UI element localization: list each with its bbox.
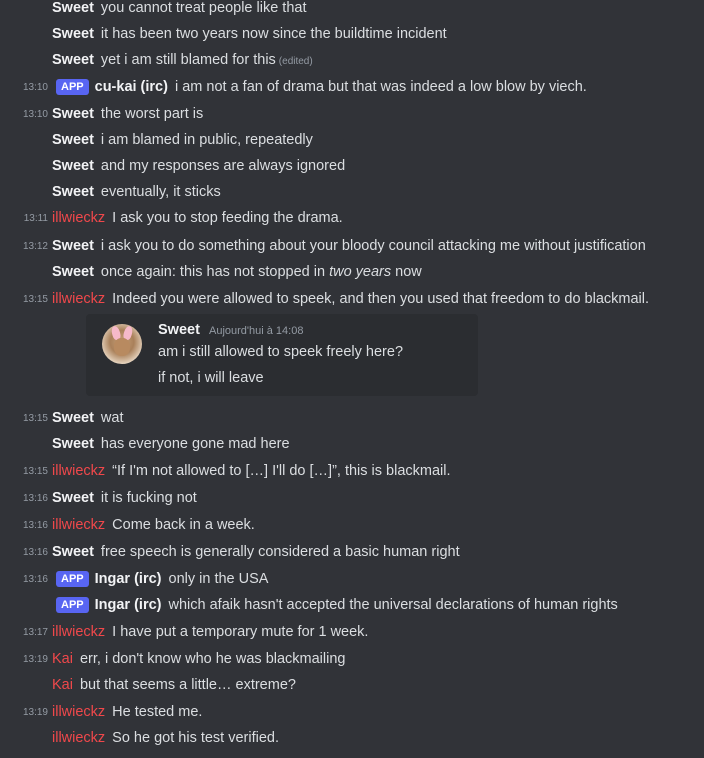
message-timestamp[interactable]: 13:15 [22,294,48,305]
message-author[interactable]: illwieckz [52,704,106,720]
message-author[interactable]: illwieckz [52,291,106,307]
message-author[interactable]: Sweet [52,264,94,280]
message-author[interactable]: illwieckz [52,517,106,533]
message-author[interactable]: Kai [52,651,73,667]
message-row[interactable] [0,407,704,429]
message-row[interactable] [0,594,704,616]
message-author[interactable]: Sweet [52,26,94,42]
message-text: err, i don't know who he was blackmailing [79,651,346,667]
message-author[interactable]: Kai [52,677,73,693]
message-text: you cannot treat people like that [100,0,307,16]
message-row[interactable] [0,568,704,590]
message-text: i ask you to do something about your bloody council attacking me without justification [100,238,646,254]
message-text: yet i am still blamed for this [100,52,276,68]
message-row[interactable] [0,207,704,229]
embed-timestamp: Aujourd'hui à 14:08 [209,325,304,337]
message-row[interactable] [0,0,704,19]
message-author[interactable]: Sweet [52,238,94,254]
message-text: it is fucking not [100,490,197,506]
quoted-message-embed[interactable] [86,314,478,396]
message-author[interactable]: Ingar (irc) [94,597,162,613]
message-text: “If I'm not allowed to […] I'll do […]”, this is blackmail. [112,463,451,479]
message-timestamp[interactable]: 13:10 [22,82,48,93]
message-row[interactable] [0,129,704,151]
message-timestamp[interactable]: 13:12 [22,241,48,252]
message-row[interactable] [0,103,704,125]
message-row[interactable] [0,181,704,203]
message-timestamp[interactable]: 13:16 [22,547,48,558]
message-timestamp[interactable]: 13:19 [22,654,48,665]
message-author[interactable]: Sweet [52,132,94,148]
edited-tag: (edited) [278,56,313,67]
message-author[interactable]: Sweet [52,544,94,560]
message-text: I have put a temporary mute for 1 week. [112,624,369,640]
message-timestamp[interactable]: 13:17 [22,627,48,638]
message-row[interactable] [0,49,704,71]
message-timestamp[interactable]: 13:16 [22,520,48,531]
message-author[interactable]: cu-kai (irc) [94,79,168,95]
message-author[interactable]: illwieckz [52,463,106,479]
message-row[interactable] [0,76,704,98]
message-timestamp[interactable]: 13:16 [22,493,48,504]
message-text: Indeed you were allowed to speek, and then you used that freedom to do blackmail. [112,291,650,307]
message-row[interactable] [0,674,704,696]
message-row[interactable] [0,23,704,45]
message-row[interactable] [0,261,704,283]
message-text: He tested me. [112,704,203,720]
message-row[interactable] [0,648,704,670]
message-row[interactable] [0,727,704,749]
message-text: and my responses are always ignored [100,158,346,174]
message-author[interactable]: Sweet [52,410,94,426]
message-text: but that seems a little… extreme? [79,677,296,693]
message-row[interactable] [0,433,704,455]
message-row[interactable] [0,541,704,563]
message-timestamp[interactable]: 13:15 [22,466,48,477]
message-author[interactable]: Sweet [52,490,94,506]
message-text: i am blamed in public, repeatedly [100,132,313,148]
message-author[interactable]: Ingar (irc) [94,571,162,587]
message-text: has everyone gone mad here [100,436,290,452]
message-text: free speech is generally considered a basic human right [100,544,460,560]
message-author[interactable]: illwieckz [52,730,106,746]
message-text: the worst part is [100,106,204,122]
message-text: eventually, it sticks [100,184,221,200]
message-timestamp[interactable]: 13:19 [22,707,48,718]
app-badge: APP [56,597,89,613]
embed-author[interactable]: Sweet [158,322,200,338]
message-author[interactable]: Sweet [52,52,94,68]
message-row[interactable] [0,514,704,536]
bunny-avatar-icon[interactable] [102,324,142,364]
message-row[interactable] [0,155,704,177]
message-row[interactable] [0,288,704,310]
message-text: once again: this has not stopped in two years now [100,264,422,280]
message-author[interactable]: illwieckz [52,210,106,226]
message-text: I ask you to stop feeding the drama. [112,210,343,226]
message-text: it has been two years now since the buildtime incident [100,26,447,42]
message-text: Come back in a week. [112,517,255,533]
embed-text: if not, i will leave [158,370,264,386]
message-timestamp[interactable]: 13:16 [22,574,48,585]
message-timestamp[interactable]: 13:10 [22,109,48,120]
message-author[interactable]: Sweet [52,436,94,452]
message-row[interactable] [0,487,704,509]
embed-text: am i still allowed to speek freely here? [158,344,404,360]
message-text: only in the USA [168,571,269,587]
message-row[interactable] [0,621,704,643]
message-author[interactable]: Sweet [52,158,94,174]
message-text: i am not a fan of drama but that was indeed a low blow by viech. [174,79,587,95]
message-author[interactable]: Sweet [52,184,94,200]
message-text: So he got his test verified. [112,730,280,746]
message-timestamp[interactable]: 13:15 [22,413,48,424]
app-badge: APP [56,571,89,587]
message-row[interactable] [0,460,704,482]
message-text: wat [100,410,124,426]
message-author[interactable]: Sweet [52,106,94,122]
message-timestamp[interactable]: 13:11 [23,213,48,224]
app-badge: APP [56,79,89,95]
message-row[interactable] [0,701,704,723]
message-author[interactable]: illwieckz [52,624,106,640]
message-text: which afaik hasn't accepted the universal declarations of human rights [168,597,618,613]
message-author[interactable]: Sweet [52,0,94,16]
emphasis-text: two years [329,264,392,280]
message-row[interactable] [0,235,704,257]
